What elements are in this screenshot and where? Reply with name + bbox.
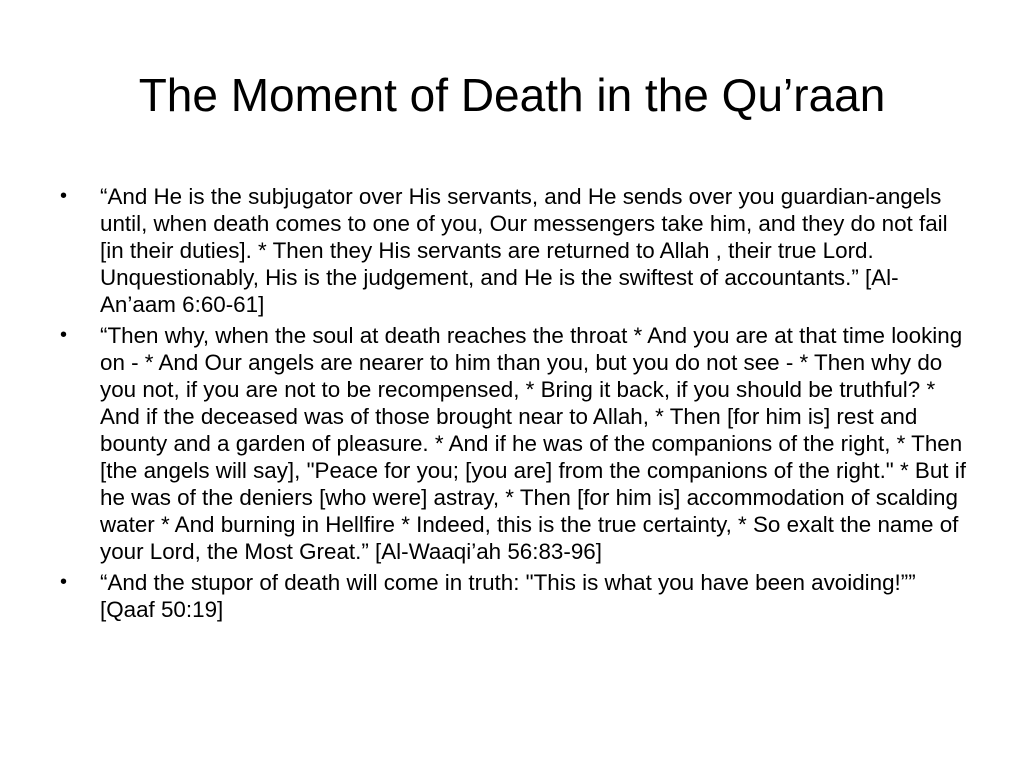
bullet-icon: • xyxy=(60,185,68,207)
bullet-list xyxy=(60,183,970,627)
bullet-icon: • xyxy=(60,324,68,346)
slide-title: The Moment of Death in the Qu’raan xyxy=(138,69,886,121)
bullet-text: “Then why, when the soul at death reaches the throat * And you are at that time looking on - * And Our angels are nearer to him than you, but you do not see - * Then why do you not, if you are not to be recompensed, * Bring it back, if you should be truthful? * And if the deceased was of those brought near to Allah, * Then [for him is] rest and bounty and a garden of pleasure. * And if he was of the companions of the right, * Then [the angels will say], "Peace for you; [you are] from the companions of the right." * But if he was of the deniers [who were] astray, * Then [for him is] accommodation of scalding water * And burning in Hellfire * Indeed, this is the true certainty, * So exalt the name of your Lord, the Most Great.” [Al-Waaqi’ah 56:83-96] xyxy=(100,323,966,564)
bullet-icon: • xyxy=(60,571,68,593)
bullet-text: “And the stupor of death will come in truth: "This is what you have been avoiding!”” [Qaaf 50:19] xyxy=(100,570,916,622)
bullet-item xyxy=(60,569,970,623)
bullet-item xyxy=(60,322,970,565)
bullet-text: “And He is the subjugator over His servants, and He sends over you guardian-angels until, when death comes to one of you, Our messengers take him, and they do not fail [in their duties]. * Then they His servants are returned to Allah , their true Lord. Unquestionably, His is the judgement, and He is the swiftest of accountants.” [Al-An’aam 6:60-61] xyxy=(100,184,948,317)
bullet-item xyxy=(60,183,970,318)
